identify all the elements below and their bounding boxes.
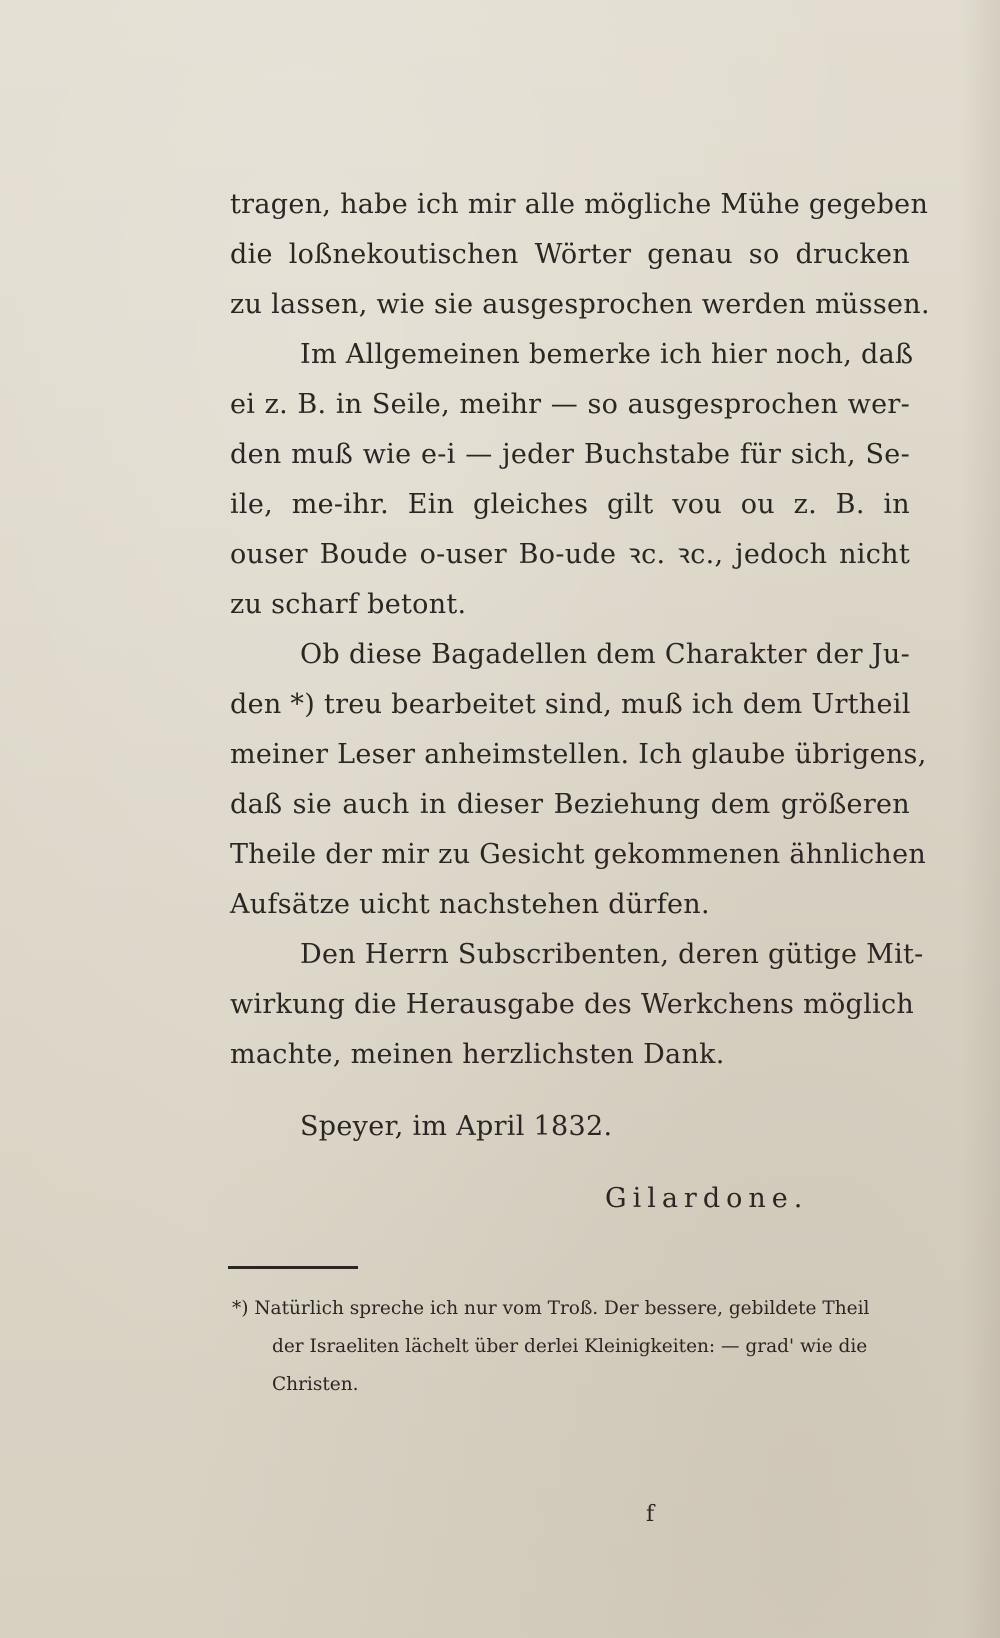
page-gutter-shadow bbox=[960, 0, 1000, 1638]
text-line: Den Herrn Subscribenten, deren gütige Mit- bbox=[300, 939, 924, 970]
spacer bbox=[230, 1080, 910, 1102]
place-date: Speyer, im April 1832. bbox=[300, 1111, 613, 1142]
text-line: meiner Leser anheimstellen. Ich glaube übrigens, bbox=[230, 739, 927, 770]
text-line: ile, me-ihr. Ein gleiches gilt vou ou z. B. in bbox=[230, 489, 910, 520]
printer-signature-mark: f bbox=[646, 1502, 655, 1527]
main-text bbox=[230, 180, 930, 1224]
text-line: Ob diese Bagadellen dem Charakter der Ju- bbox=[300, 639, 910, 670]
footnote-line: Christen. bbox=[272, 1374, 359, 1395]
footnote-rule bbox=[228, 1266, 358, 1269]
footnote bbox=[232, 1290, 912, 1404]
footnote-line: der Israeliten lächelt über derlei Kleinigkeiten: — grad' wie die bbox=[272, 1336, 868, 1357]
text-line: machte, meinen herzlichsten Dank. bbox=[230, 1039, 725, 1070]
text-line: zu scharf betont. bbox=[230, 589, 467, 620]
text-line: tragen, habe ich mir alle mögliche Mühe gegeben bbox=[230, 189, 929, 220]
text-line: den *) treu bearbeitet sind, muß ich dem Urtheil bbox=[230, 689, 911, 720]
footnote-line: *) Natürlich spreche ich nur vom Troß. Der bessere, gebildete Theil bbox=[232, 1298, 870, 1319]
text-line: die loßnekoutischen Wörter genau so drucken bbox=[230, 239, 910, 270]
author-signature: Gilardone. bbox=[605, 1183, 809, 1214]
text-line: ouser Boude o-user Bo-ude ꝛc. ꝛc., jedoch nicht bbox=[230, 539, 910, 570]
text-line: Theile der mir zu Gesicht gekommenen ähnlichen bbox=[230, 839, 927, 870]
text-line: den muß wie e-i — jeder Buchstabe für sich, Se- bbox=[230, 439, 910, 470]
text-line: wirkung die Herausgabe des Werkchens möglich bbox=[230, 989, 915, 1020]
text-line: Aufsätze uicht nachstehen dürfen. bbox=[230, 889, 710, 920]
spacer bbox=[230, 1152, 910, 1174]
text-line: zu lassen, wie sie ausgesprochen werden müssen. bbox=[230, 289, 930, 320]
text-line: ei z. B. in Seile, meihr — so ausgesprochen wer- bbox=[230, 389, 910, 420]
text-line: daß sie auch in dieser Beziehung dem größeren bbox=[230, 789, 910, 820]
text-line: Im Allgemeinen bemerke ich hier noch, daß bbox=[300, 339, 914, 370]
